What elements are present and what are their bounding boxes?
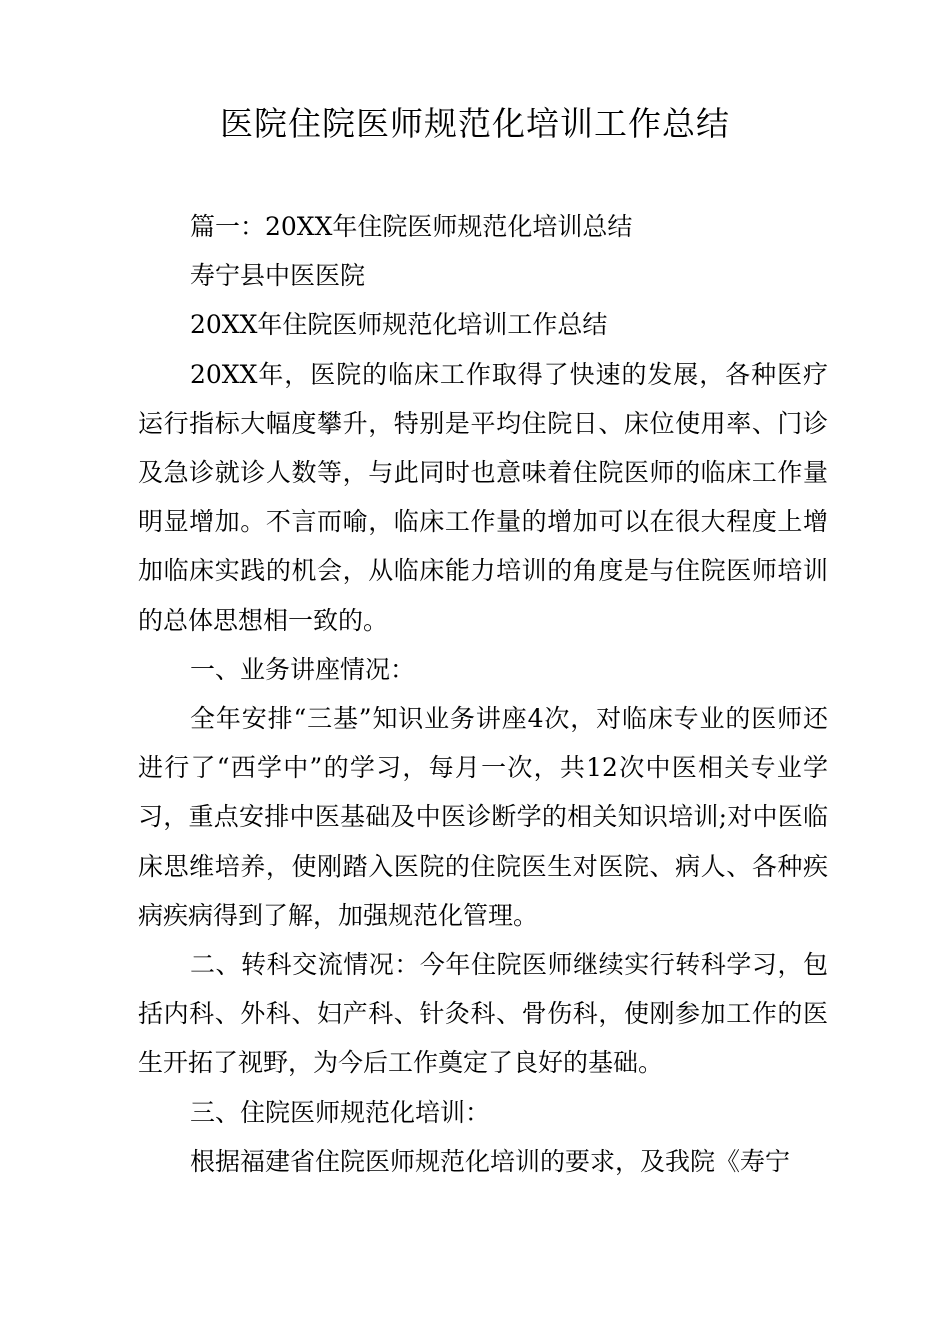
paragraph-heading-training: 三、住院医师规范化培训：: [190, 1097, 491, 1127]
paragraph-heading-lectures: 一、业务讲座情况：: [190, 654, 416, 684]
paragraph-rotation: 二、转科交流情况：今年住院医师继续实行转科学习，包括内科、外科、妇产科、针灸科、骨伤科，使刚参加工作的医生开拓了视野，为今后工作奠定了良好的基础。: [138, 950, 828, 1078]
paragraph-organization: 寿宁县中医医院: [190, 261, 366, 291]
document-body: [138, 202, 828, 1186]
paragraph-section-heading: 篇一：20XX年住院医师规范化培训总结: [190, 212, 633, 241]
paragraph-subtitle: 20XX年住院医师规范化培训工作总结: [190, 310, 608, 340]
document-title: 医院住院医师规范化培训工作总结: [220, 104, 730, 143]
paragraph-lectures: 全年安排“三基”知识业务讲座4次，对临床专业的医师还进行了“西学中”的学习，每月一次，共12次中医相关专业学习，重点安排中医基础及中医诊断学的相关知识培训;对中医临床思维培养，使刚踏入医院的住院医生对医院、病人、各种疾病疾病得到了解，加强规范化管理。: [138, 704, 828, 930]
paragraph-intro: 20XX年，医院的临床工作取得了快速的发展，各种医疗运行指标大幅度攀升，特别是平均住院日、床位使用率、门诊及急诊就诊人数等，与此同时也意味着住院医师的临床工作量明显增加。不言而喻，临床工作量的增加可以在很大程度上增加临床实践的机会，从临床能力培训的角度是与住院医师培训的总体思想相一致的。: [138, 359, 828, 635]
paragraph-training: 根据福建省住院医师规范化培训的要求，及我院《寿宁: [190, 1146, 791, 1176]
